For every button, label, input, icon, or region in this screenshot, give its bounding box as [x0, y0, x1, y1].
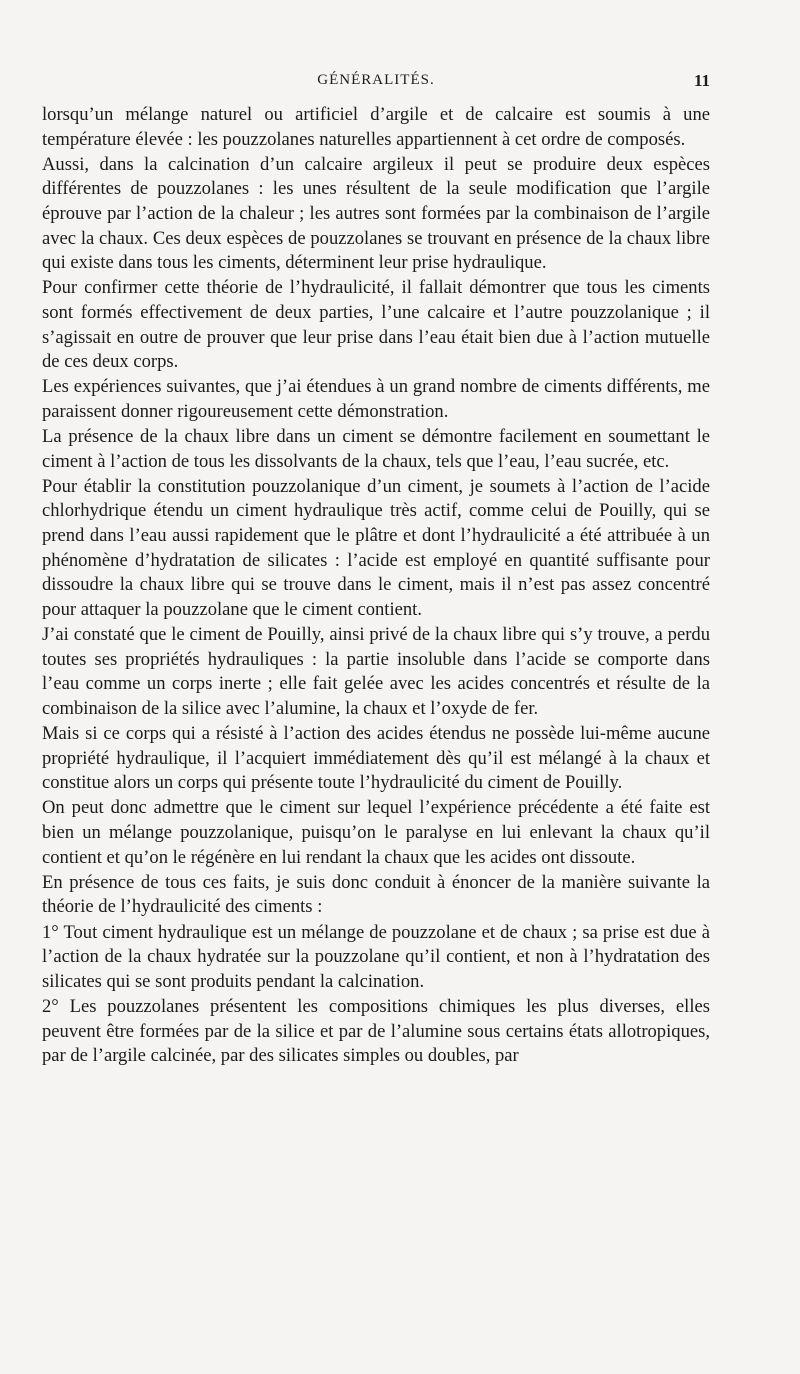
page-number: 11: [693, 71, 710, 90]
running-title: GÉNÉRALITÉS.: [317, 72, 435, 88]
paragraph: On peut donc admettre que le ciment sur lequel l’expérience précédente a été faite est bien un mélange pouzzolanique, puisqu’on le paralyse en lui enlevant la chaux qu’il contient et qu’on le régénère en lui rendant la chaux que les acides ont dissoute.: [42, 797, 710, 868]
paragraph: Pour confirmer cette théorie de l’hydraulicité, il fallait démontrer que tous les ciments sont formés effectivement de deux parties, l’une calcaire et l’autre pouzzolanique ; il s’agissait en outre de prouver que leur prise dans l’eau était bien due à l’action mutuelle de ces deux corps.: [42, 277, 710, 373]
paragraph: Aussi, dans la calcination d’un calcaire argileux il peut se produire deux espèces différentes de pouzzolanes : les unes résultent de la seule modification que l’argile éprouve par l’action de la chaleur ; les autres sont formées par la combinaison de l’argile avec la chaux. Ces deux espèces de pouzzolanes se trouvant en présence de la chaux libre qui existe dans tous les ciments, déterminent leur prise hydraulique.: [42, 153, 710, 274]
numbered-paragraph-1: 1° Tout ciment hydraulique est un mélange de pouzzolane et de chaux ; sa prise est due à l’action de la chaux hydratée sur la pouzzolane qu’il contient, et non à l’hydratation des silicates qui se sont produits pendant la calcination.: [42, 921, 710, 992]
paragraph-continuation: lorsqu’un mélange naturel ou artificiel d’argile et de calcaire est soumis à une température élevée : les pouzzolanes naturelles appartiennent à cet ordre de composés.: [42, 104, 710, 150]
paragraph: En présence de tous ces faits, je suis donc conduit à énoncer de la manière suivante la théorie de l’hydraulicité des ciments :: [42, 871, 710, 918]
paragraph: La présence de la chaux libre dans un ciment se démontre facilement en soumettant le ciment à l’action de tous les dissolvants de la chaux, tels que l’eau, l’eau sucrée, etc.: [42, 426, 710, 472]
page-header: [42, 72, 710, 100]
numbered-paragraph-2: 2° Les pouzzolanes présentent les compositions chimiques les plus diverses, elles peuvent être formées par de la silice et par de l’alumine sous certains états allotropiques, par de l’argile calcinée, par des silicates simples ou doubles, par: [42, 995, 710, 1067]
paragraph: Les expériences suivantes, que j’ai étendues à un grand nombre de ciments différents, me paraissent donner rigoureusement cette démonstration.: [42, 376, 710, 422]
paragraph: Mais si ce corps qui a résisté à l’action des acides étendus ne possède lui-même aucune propriété hydraulique, il l’acquiert immédiatement dès qu’il est mélangé à la chaux et constitue alors un corps qui présente toute l’hydraulicité du ciment de Pouilly.: [42, 723, 710, 794]
paragraph: J’ai constaté que le ciment de Pouilly, ainsi privé de la chaux libre qui s’y trouve, a perdu toutes ses propriétés hydrauliques : la partie insoluble dans l’acide se comporte dans l’eau comme un corps inerte ; elle fait gelée avec les acides concentrés et résulte de la combinaison de la silice avec l’alumine, la chaux et l’oxyde de fer.: [42, 624, 710, 719]
body-text: [42, 103, 710, 1069]
paragraph: Pour établir la constitution pouzzolanique d’un ciment, je soumets à l’action de l’acide chlorhydrique étendu un ciment hydraulique très actif, comme celui de Pouilly, qui se prend dans l’eau aussi rapidement que le plâtre et dont l’hydraulicité a été attribuée à un phénomène d’hydratation de silicates : l’acide est employé en quantité suffisante pour dissoudre la chaux libre qui se trouve dans le ciment, mais il n’est pas assez concentré pour attaquer la pouzzolane que le ciment contient.: [42, 475, 710, 620]
